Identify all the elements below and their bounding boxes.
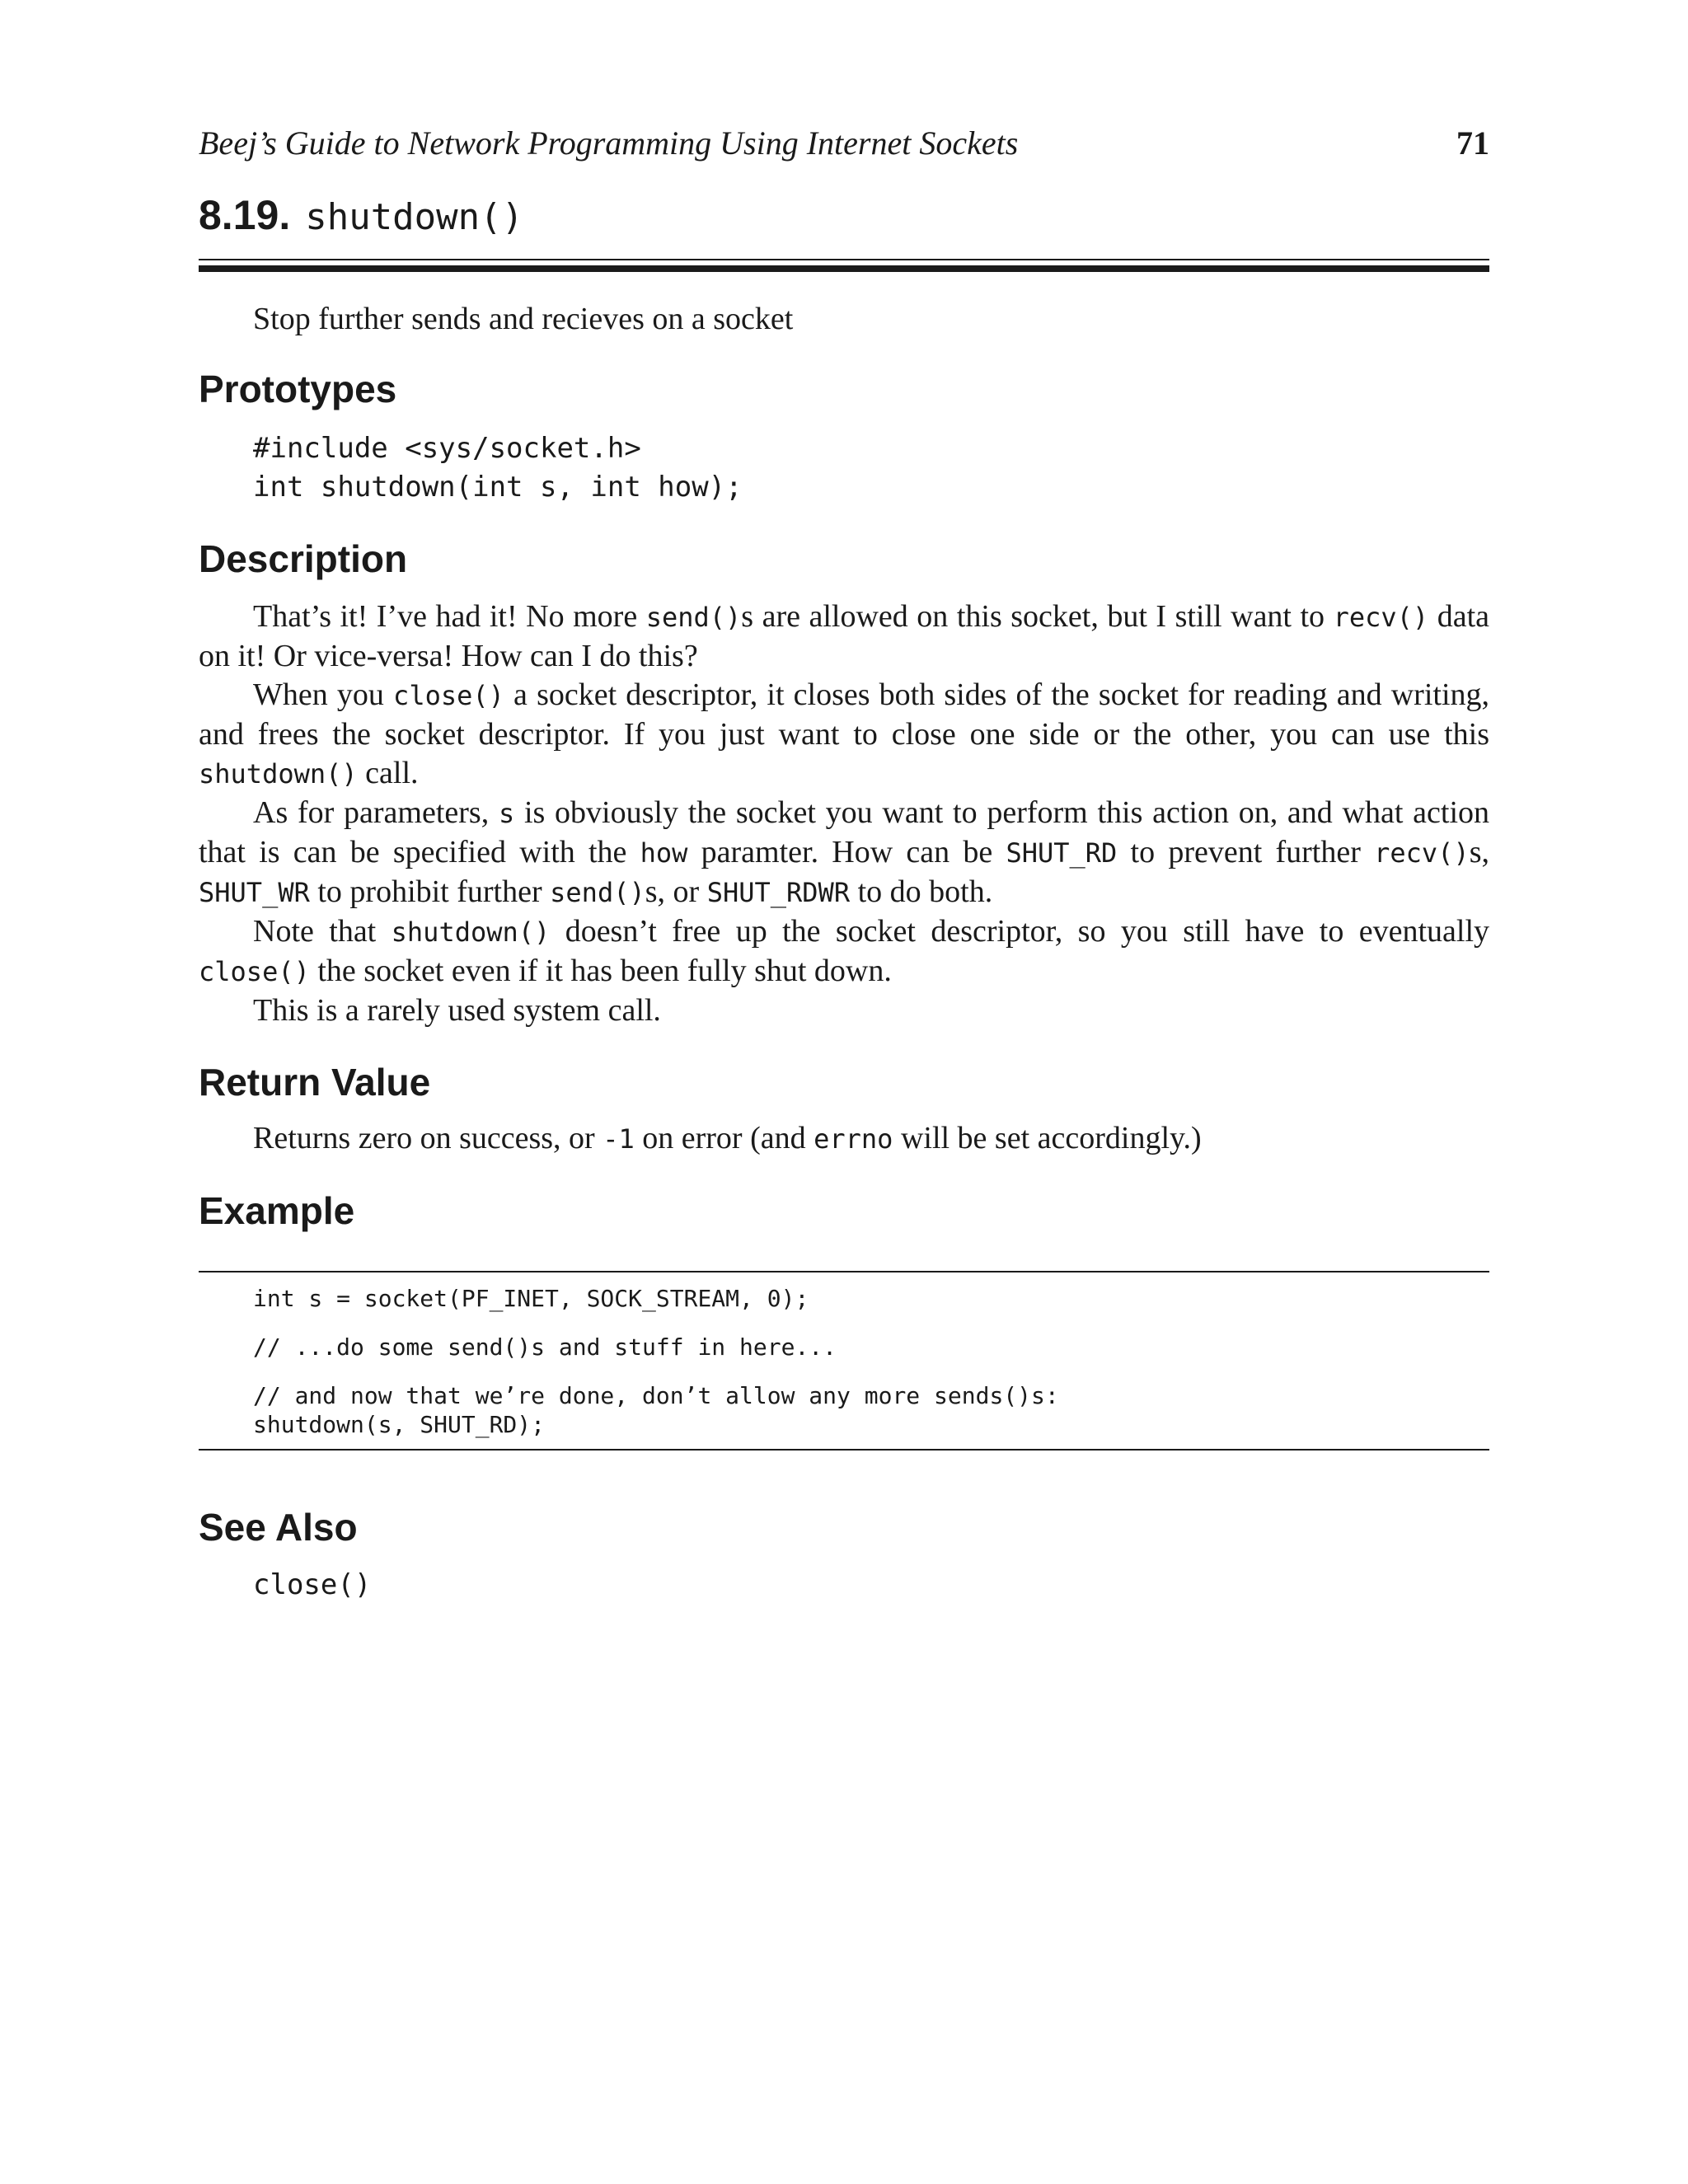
see-also-heading: See Also	[199, 1506, 358, 1549]
inline-code: recv()	[1333, 602, 1429, 633]
code-line: shutdown(s, SHUT_RD);	[253, 1411, 546, 1438]
inline-code: close()	[393, 680, 504, 711]
text-run: paramter. How can be	[687, 835, 1006, 869]
description-paragraph-5: This is a rarely used system call.	[253, 993, 661, 1028]
text-run: to prohibit further	[309, 874, 551, 909]
text-run: Note that	[253, 914, 392, 949]
text-run: When you	[253, 677, 394, 712]
text-run: on error (and	[634, 1121, 814, 1155]
heading-rule-thick	[199, 265, 1489, 272]
text-run: s, or	[645, 874, 707, 909]
inline-code: how	[640, 837, 688, 869]
code-line: int s = socket(PF_INET, SOCK_STREAM, 0);	[253, 1285, 809, 1312]
text-run: data on it! Or vice-versa! How can I do this?	[199, 599, 1489, 673]
text-run: As for parameters,	[253, 795, 499, 830]
inline-code: send()	[550, 877, 645, 908]
return-value-text	[199, 1119, 1489, 1159]
section-heading	[199, 176, 1489, 236]
description-paragraph-1	[199, 598, 1489, 676]
text-run: s are allowed on this socket, but I still want to	[741, 599, 1334, 634]
inline-code: shutdown()	[391, 916, 551, 948]
document-page	[199, 124, 1489, 1605]
text-run: call.	[357, 756, 419, 790]
section-number: 8.19.	[199, 192, 291, 238]
code-line: // and now that we’re done, don’t allow any more sends()s:	[253, 1382, 1059, 1409]
description-heading: Description	[199, 537, 408, 580]
text-run: Returns zero on success, or	[253, 1121, 603, 1155]
description-body	[199, 598, 1489, 1030]
text-run: doesn’t free up the socket descriptor, so you still have to eventually	[550, 914, 1489, 949]
running-header	[199, 124, 1489, 176]
inline-code: recv()	[1374, 837, 1470, 869]
see-also-item-close: close()	[253, 1568, 372, 1601]
inline-code: errno	[814, 1123, 893, 1155]
inline-code: shutdown()	[199, 758, 358, 790]
text-run: will be set accordingly.)	[893, 1121, 1202, 1155]
prototype-line: #include <sys/socket.h>	[253, 432, 641, 465]
code-line: // ...do some send()s and stuff in here...	[253, 1333, 837, 1361]
example-heading: Example	[199, 1189, 355, 1232]
text-run: the socket even if it has been fully shut down.	[309, 954, 892, 988]
inline-code: s	[498, 798, 515, 829]
prototypes-code	[253, 429, 1489, 507]
text-run: to do both.	[850, 874, 993, 909]
description-paragraph-3	[199, 794, 1489, 912]
text-run: to prevent further	[1117, 835, 1375, 869]
prototypes-heading: Prototypes	[199, 368, 397, 410]
text-run: is obviously the socket you want to perform this action on, and what action that is can be specified with the	[199, 795, 1489, 869]
inline-code: -1	[603, 1123, 635, 1155]
page-number: 71	[1456, 124, 1489, 162]
inline-code: SHUT_WR	[199, 877, 310, 908]
inline-code: SHUT_RDWR	[706, 877, 851, 908]
summary-text: Stop further sends and recieves on a socket	[253, 302, 794, 336]
inline-code: SHUT_RD	[1006, 837, 1118, 869]
description-paragraph-2	[199, 676, 1489, 794]
text-run: a socket descriptor, it closes both sides of the socket for reading and writing, and frees the socket descriptor. If you just want to close one side or the other, you can use this	[199, 677, 1490, 752]
inline-code: send()	[645, 602, 742, 633]
description-paragraph-4	[199, 912, 1489, 991]
text-run: That’s it! I’ve had it! No more	[253, 599, 646, 634]
return-value-heading: Return Value	[199, 1061, 431, 1104]
text-run: s,	[1469, 835, 1489, 869]
running-title: Beej’s Guide to Network Programming Using Internet Sockets	[199, 124, 1019, 162]
example-code-box	[199, 1271, 1489, 1451]
heading-rule-thin	[199, 259, 1489, 260]
prototype-line: int shutdown(int s, int how);	[253, 471, 743, 504]
section-function-name: shutdown()	[305, 196, 524, 238]
inline-code: close()	[199, 956, 310, 987]
